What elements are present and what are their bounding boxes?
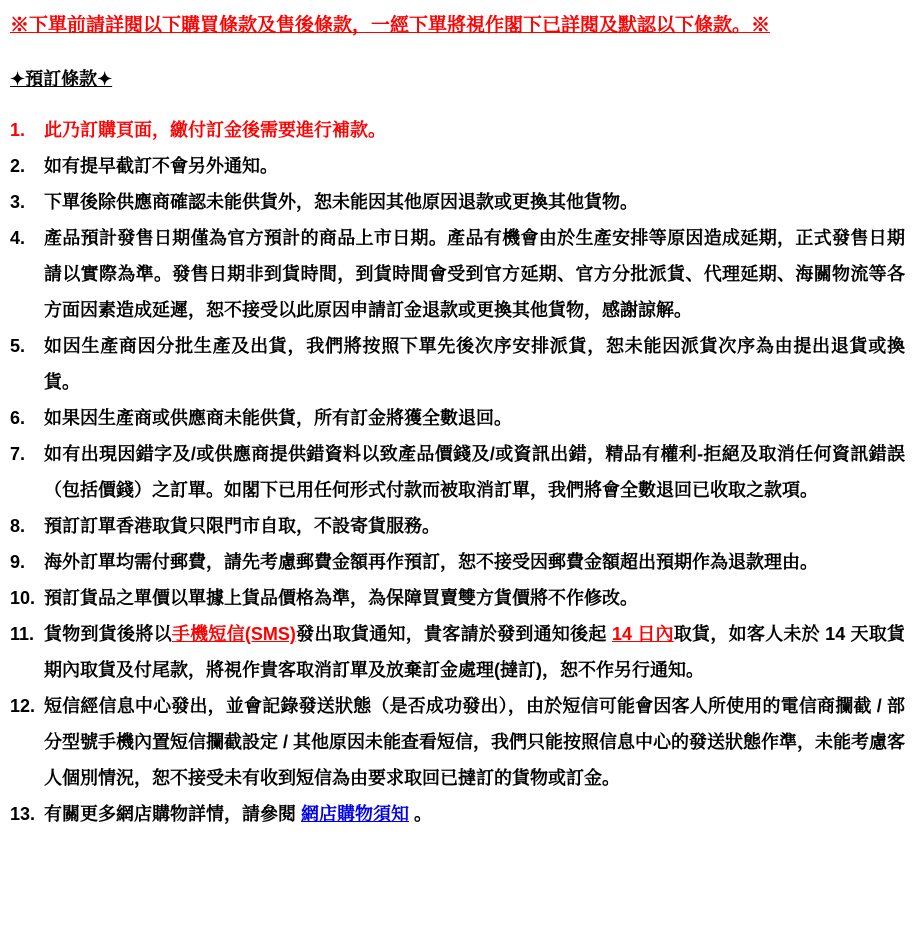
term-item-2	[10, 148, 905, 184]
term-text	[44, 796, 905, 832]
term-number: 11.	[10, 623, 35, 644]
term-segment: 產品預計發售日期僅為官方預計的商品上市日期。產品有機會由於生產安排等原因造成延期，正式發售日期請以實際為準。發售日期非到貨時間，到貨時間會受到官方延期、官方分批派貨、代理延期、海關物流等各方面因素造成延遲，恕不接受以此原因申請訂金退款或更換其他貨物，感謝諒解。	[44, 227, 905, 320]
term-segment: 如果因生產商或供應商未能供貨，所有訂金將獲全數退回。	[44, 407, 512, 428]
term-segment: 海外訂單均需付郵費，請先考慮郵費金額再作預訂，恕不接受因郵費金額超出預期作為退款理由。	[44, 551, 818, 572]
term-text	[44, 688, 905, 796]
term-text	[44, 400, 905, 436]
term-item-10	[10, 580, 905, 616]
term-text	[44, 436, 905, 508]
term-highlight: 14 日內	[611, 623, 674, 644]
term-item-9	[10, 544, 905, 580]
term-text	[44, 112, 905, 148]
term-item-1	[10, 112, 905, 148]
term-item-6	[10, 400, 905, 436]
term-segment: 取貨，如客人未於 14 天取貨期內取貨及付尾款，將視作貴客取消訂單及放棄訂金處理(撻訂)，恕不作另行通知。	[44, 623, 906, 680]
term-item-7	[10, 436, 905, 508]
term-number: 8.	[10, 515, 26, 536]
term-segment: 如有出現因錯字及/或供應商提供錯資料以致產品價錢及/或資訊出錯，精品有權利-拒絕及取消任何資訊錯誤（包括價錢）之訂單。如閣下已用任何形式付款而被取消訂單，我們將會全數退回已收取之款項。	[44, 443, 905, 500]
term-text	[44, 616, 905, 688]
term-segment: 有關更多網店購物詳情，請參閱	[44, 803, 301, 824]
term-text	[44, 580, 905, 616]
term-text	[44, 220, 905, 328]
term-highlight: 手機短信(SMS)	[171, 623, 296, 644]
term-number: 10.	[10, 587, 36, 608]
term-item-13	[10, 796, 905, 832]
term-number: 13.	[10, 803, 36, 824]
term-number: 1.	[10, 119, 26, 140]
term-item-12	[10, 688, 905, 796]
term-item-11	[10, 616, 905, 688]
term-item-8	[10, 508, 905, 544]
term-number: 4.	[10, 227, 26, 248]
term-number: 3.	[10, 191, 26, 212]
term-segment: 。	[409, 803, 433, 824]
term-segment: 發出取貨通知，貴客請於發到通知後起	[295, 623, 612, 644]
term-segment: 如因生產商因分批生產及出貨，我們將按照下單先後次序安排派貨，恕未能因派貨次序為由提出退貨或換貨。	[44, 335, 905, 392]
term-text	[44, 148, 905, 184]
term-text	[44, 508, 905, 544]
term-number: 2.	[10, 155, 26, 176]
term-text	[44, 328, 905, 400]
terms-list	[10, 112, 905, 832]
term-segment: 預訂訂單香港取貨只限門市自取，不設寄貨服務。	[44, 515, 440, 536]
page-title: ※下單前請詳閱以下購買條款及售後條款，一經下單將視作閣下已詳閱及默認以下條款。※	[10, 15, 771, 36]
term-item-3	[10, 184, 905, 220]
term-number: 7.	[10, 443, 26, 464]
term-segment: 如有提早截訂不會另外通知。	[44, 155, 278, 176]
term-text	[44, 184, 905, 220]
term-segment: 貨物到貨後將以	[44, 623, 172, 644]
term-segment: 預訂貨品之單價以單據上貨品價格為準，為保障買賣雙方貨價將不作修改。	[44, 587, 638, 608]
term-item-4	[10, 220, 905, 328]
section-heading-preorder-terms: ✦預訂條款✦	[10, 68, 113, 89]
term-item-5	[10, 328, 905, 400]
term-number: 6.	[10, 407, 26, 428]
term-text	[44, 544, 905, 580]
term-number: 12.	[10, 695, 36, 716]
term-number: 5.	[10, 335, 26, 356]
term-number: 9.	[10, 551, 26, 572]
term-segment: 此乃訂購頁面，繳付訂金後需要進行補款。	[44, 119, 386, 140]
shop-guide-link[interactable]: 網店購物須知	[301, 803, 409, 824]
term-segment: 下單後除供應商確認未能供貨外，恕未能因其他原因退款或更換其他貨物。	[44, 191, 638, 212]
term-segment: 短信經信息中心發出，並會記錄發送狀態（是否成功發出），由於短信可能會因客人所使用的電信商攔截 / 部分型號手機內置短信攔截設定 / 其他原因未能查看短信，我們只能按照信息中心的發送狀態作準，未能考慮客人個別情況，恕不接受未有收到短信為由要求取回已撻訂的貨物或訂金。	[44, 695, 905, 788]
